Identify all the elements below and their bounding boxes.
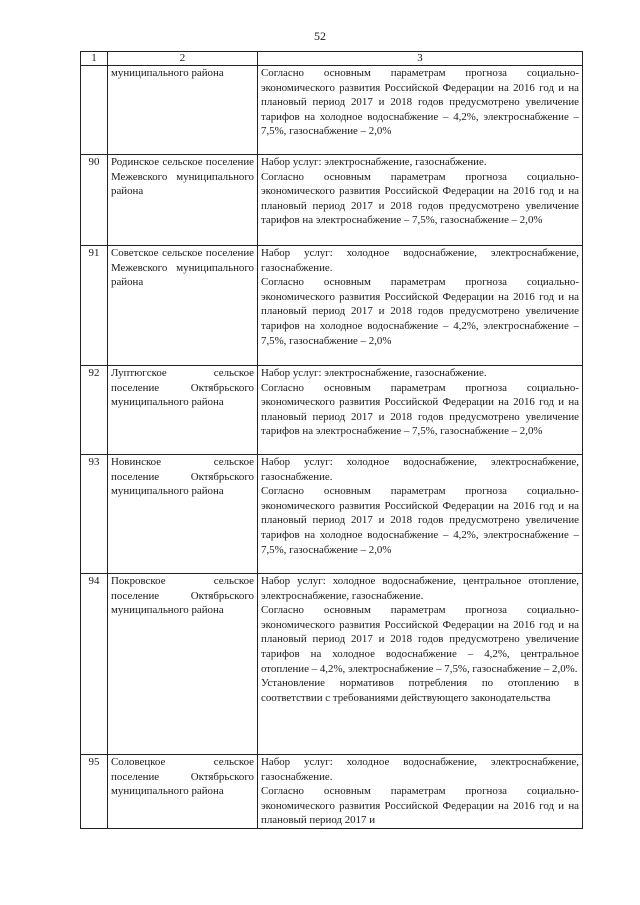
description-paragraph: Набор услуг: холодное водоснабжение, электроснабжение, газоснабжение. (261, 756, 579, 783)
table-row (81, 366, 583, 455)
table-row (81, 155, 583, 246)
municipality-name: Родинское сельское поселение Межевского муниципального района (108, 155, 258, 246)
table-header-row (81, 52, 583, 66)
description-paragraph: Установление нормативов потребления по отоплению в соответствии с требованиями действующего законодательства (261, 677, 579, 704)
row-number: 91 (81, 246, 108, 366)
municipality-name: Новинское сельское поселение Октябрьского муниципального района (108, 455, 258, 574)
municipality-name: Советское сельское поселение Межевского муниципального района (108, 246, 258, 366)
description-paragraph: Набор услуг: холодное водоснабжение, электроснабжение, газоснабжение. (261, 247, 579, 274)
municipality-name: муниципального района (108, 66, 258, 155)
page-number: 52 (314, 29, 326, 43)
table-row (81, 66, 583, 155)
row-number (81, 66, 108, 155)
municipality-name: Покровское сельское поселение Октябрьского муниципального района (108, 574, 258, 755)
description-paragraph: Согласно основным параметрам прогноза социально-экономического развития Российской Федерации на 2016 год и на плановый период 2017 и (261, 785, 579, 827)
table-row (81, 246, 583, 366)
description-paragraph: Набор услуг: электроснабжение, газоснабжение. (261, 367, 487, 379)
row-number: 94 (81, 574, 108, 755)
service-description (258, 455, 583, 574)
municipality-name: Луптюгское сельское поселение Октябрьского муниципального района (108, 366, 258, 455)
tariff-table (80, 51, 583, 829)
description-paragraph: Согласно основным параметрам прогноза социально-экономического развития Российской Федерации на 2016 год и на плановый период 2017 и 2018 годов предусмотрено увеличение тарифов на холодное водоснабжение – 4,2%, электроснабжение – 7,5%, газоснабжение – 2,0% (261, 276, 579, 347)
row-number: 92 (81, 366, 108, 455)
description-paragraph: Согласно основным параметрам прогноза социально-экономического развития Российской Федерации на 2016 год и на плановый период 2017 и 2018 годов предусмотрено увеличение тарифов на холодное водоснабжение – 4,2%, электроснабжение – 7,5%, газоснабжение – 2,0% (261, 67, 579, 138)
municipality-name: Соловецкое сельское поселение Октябрьского муниципального района (108, 755, 258, 829)
column-header-2: 2 (108, 52, 258, 66)
table-row (81, 455, 583, 574)
description-paragraph: Согласно основным параметрам прогноза социально-экономического развития Российской Федерации на 2016 год и на плановый период 2017 и 2018 годов предусмотрено увеличение тарифов на холодное водоснабжение – 4,2%, электроснабжение – 7,5%, газоснабжение – 2,0% (261, 485, 579, 556)
table-row (81, 755, 583, 829)
service-description (258, 66, 583, 155)
service-description (258, 366, 583, 455)
service-description (258, 155, 583, 246)
row-number: 90 (81, 155, 108, 246)
description-paragraph: Набор услуг: холодное водоснабжение, электроснабжение, газоснабжение. (261, 456, 579, 483)
description-paragraph: Согласно основным параметрам прогноза социально-экономического развития Российской Федерации на 2016 год и на плановый период 2017 и 2018 годов предусмотрено увеличение тарифов на холодное водоснабжение – 4,2%, центральное отопление – 4,2%, электроснабжение – 7,5%, газоснабжение – 2,0%. (261, 604, 579, 675)
service-description (258, 755, 583, 829)
row-number: 95 (81, 755, 108, 829)
column-header-1: 1 (81, 52, 108, 66)
service-description (258, 574, 583, 755)
description-paragraph: Согласно основным параметрам прогноза социально-экономического развития Российской Федерации на 2016 год и на плановый период 2017 и 2018 годов предусмотрено увеличение тарифов на электроснабжение – 7,5%, газоснабжение – 2,0% (261, 381, 579, 438)
column-header-3: 3 (258, 52, 583, 66)
description-paragraph: Набор услуг: холодное водоснабжение, центральное отопление, электроснабжение, газоснабжение. (261, 575, 579, 602)
description-paragraph: Согласно основным параметрам прогноза социально-экономического развития Российской Федерации на 2016 год и на плановый период 2017 и 2018 годов предусмотрено увеличение тарифов на электроснабжение – 7,5%, газоснабжение – 2,0% (261, 170, 579, 227)
service-description (258, 246, 583, 366)
row-number: 93 (81, 455, 108, 574)
description-paragraph: Набор услуг: электроснабжение, газоснабжение. (261, 156, 487, 168)
table-row (81, 574, 583, 755)
